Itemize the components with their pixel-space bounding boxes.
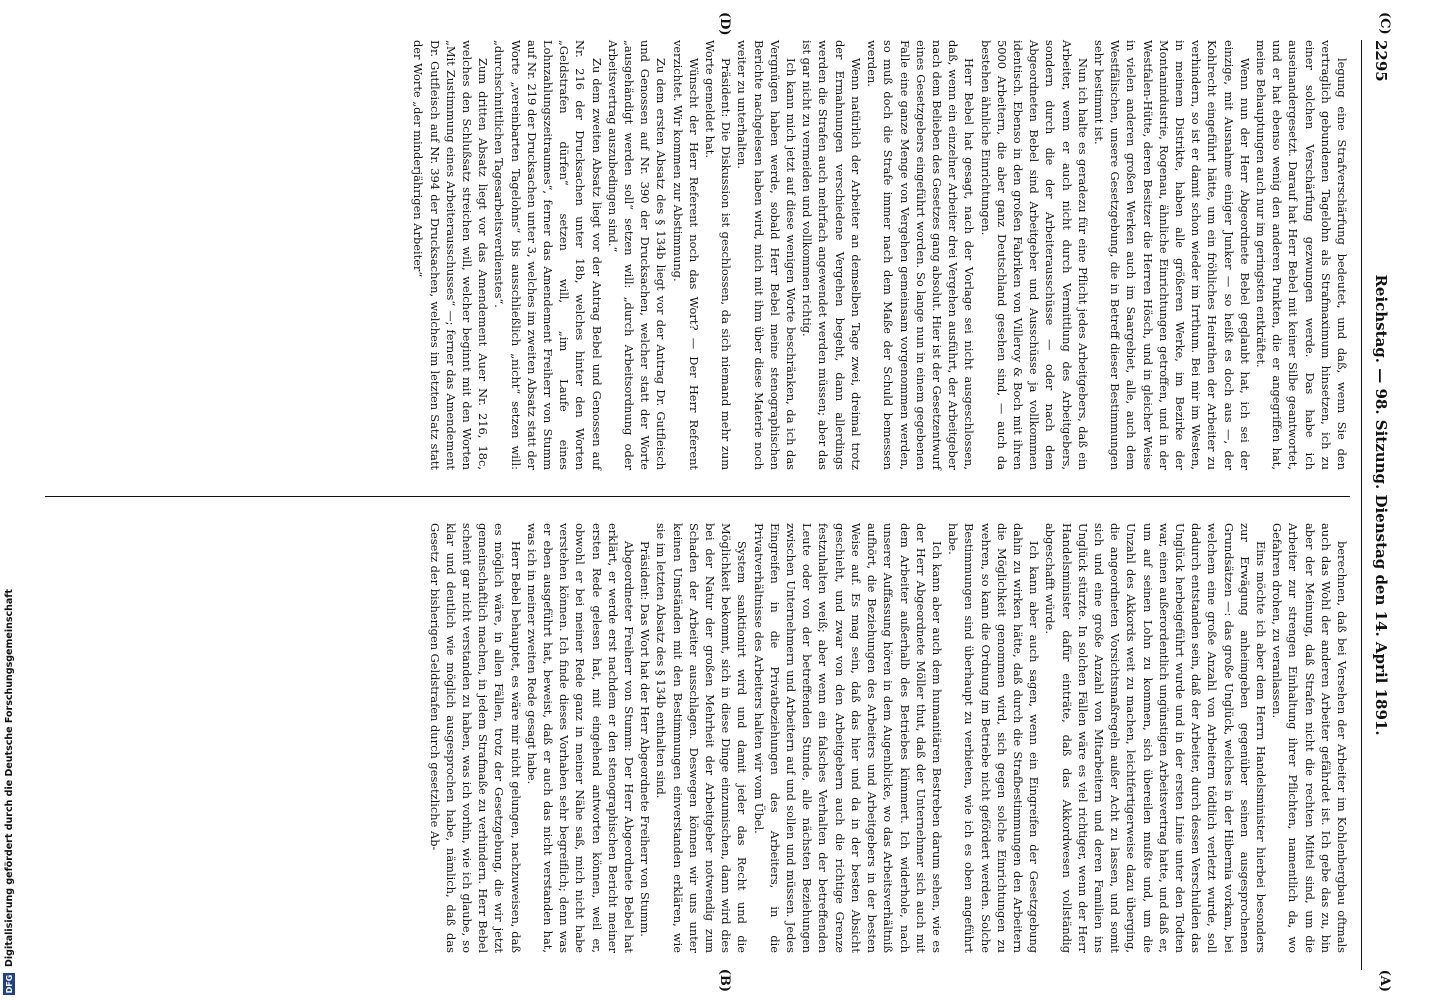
- paragraph: Zu dem zweiten Absatz liegt vor der Antrag Bebel und Genossen auf Nr. 216 der Drucksachen unter 18b, welches hinter den Worten „Geldstrafen dürfen“ setzen will, „im Laufe eines Lohnzahlungszeitraumes“, ferner das Amendement Freiherr von Stumm auf Nr. 219 der Drucksachen unter 3, welches im zweiten Absatz statt der Worte „vereinbarten Tagelohns“ bis ausschließlich „nicht“ setzen will: „durchschnittlichen Tagesarbeitsverdienstes“.: [492, 40, 604, 470]
- dfg-logo: DFG: [4, 974, 14, 994]
- left-column: [410, 40, 1350, 470]
- paragraph: Ich kann aber auch dem humanitären Bestreben darum sehen, wie es der Herr Abgeordnete Möller thut, daß der Unternehmer sich auch mit dem Arbeiter außerhalb des Betriebes kümmert. Ich widerhole, nach unserer Auffassung hören in dem Augenblicke, wo das Arbeitsverhältniß aufhört, die Beziehungen des Arbeiters und Arbeitgebers in der besten Weise auf. Es mag sein, daß das hier und da in der besten Absicht geschieht, und zwar von den Arbeitgebern auch die richtige Grenze festzuhalten weiß; aber wenn ein falsches Verhalten der betreffenden Leute oder von der betreffenden Stunde, alle nächsten Beziehungen zwischen Unternehmern und Arbeitern auf und sollen und müssen. Jedes Eingreifen in die Privatbeziehungen des Arbeiters, in die Privatverhältnisse des Arbeiters halten wir vom Übel.: [751, 523, 944, 953]
- paragraph: Zum dritten Absatz liegt vor das Amendement Auer Nr. 216, 18c, welches den Schlußsatz streichen will, welcher beginnt mit den Worten „Mit Zustimmung eines Arbeiterausschusses“ —; ferner das Amendement Dr. Gutfleisch auf Nr. 394 der Drucksachen, welches im letzten Satz statt der Worte „der minderjährigen Arbeiter“: [411, 40, 491, 470]
- paragraph: Wenn nun der Herr Abgeordnete Bebel geglaubt hat, ich sei der einzige, mit Ausnahme einiger Junker — so heißt es doch aus —, der Kohlrecht eingeführt hätte, um ein fröhliches Heirathen der Arbeiter zu verhindern, so ist er damit schon wieder im Irrthum. Bei mir im Westen, in meinem Distrikte, haben alle größeren Werke, im Bezirke der Montanindustrie, Rogenau, ähnliche Einrichtungen getroffen, und in der Westfalen-Hütte, deren Besitzer die Herren Hösch, und in gleicher Weise in vielen anderen großen Werken auch im Saargebiet, alle, auch dem Westfälischen, unsere Gesetzgebung, die in Betreff dieser Bestimmungen sehr bestimmt ist.: [1091, 40, 1252, 470]
- footer-text: Digitalisierung gefördert durch die Deutsche Forschungsgemeinschaft: [3, 589, 15, 967]
- paragraph: Ich kann aber auch sagen, wenn ein Eingreifen der Gesetzgebung dahin zu wirken hätte, daß durch die Strafbestimmungen den Arbeitern die Möglichkeit genommen wird, sich gegen solche Einrichtungen zu wehren, so kann die Ordnung im Betriebe nicht gefördert werden. Solche Bestimmungen sind überhaupt zu verbieten, wie ich es oben angeführt habe.: [946, 523, 1042, 953]
- header-rule: [1361, 40, 1362, 970]
- paragraph: Präsident: Die Diskussion ist geschlossen, da sich niemand mehr zum Worte gemeldet hat.: [703, 40, 734, 470]
- paragraph: System sanktionirt wird und damit jeder das Recht und die Möglichkeit bekommt, sich in diese Dinge einzumischen, dann wird dies bei der Natur der großen Mehrheit der Arbeitgeber notwendig zum Schaden der Arbeiter ausschlagen. Deswegen können wir uns unter keinen Umständen mit den Bestimmungen einverstanden erklären, wie sie im letzten Absatz des § 134b enthalten sind.: [654, 523, 750, 953]
- paragraph: Zu dem ersten Absatz des § 134b liegt vor der Antrag Dr. Gutfleisch und Genossen auf Nr. 390 der Drucksachen, welcher statt der Worte „ausgehändigt werden soll“ setzen will: „durch Arbeitsordnung oder Arbeitsvertrag auszubedingen sind.“: [605, 40, 669, 470]
- paragraph: Nun ich halte es geradezu für eine Pflicht jedes Arbeitgebers, daß ein Arbeiter, wenn er auch nicht durch Vermittlung des Arbeitgebers, sondern durch die der Arbeiterausschüsse — oder nach dem Abgeordneten Bebel sind Arbeitgeber und Ausschüsse ja vollkommen identisch. Ebenso in den großen Fabriken von Villeroy & Boch mit ihren 5000 Arbeitern, die aber ganz Deutschland gesehen sind, — auch da bestehen ähnliche Einrichtungen.: [978, 40, 1090, 470]
- page-number: 2295: [1372, 40, 1390, 82]
- paragraph: Eins möchte ich aber dem Herrn Handelsminister hierbei besonders zur Erwägung anheimgeben gegenüber seinen ausgesprochenen Grundsätzen —: das große Unglück, welches in der Hibernia vorkam, bei welchem eine große Anzahl von Arbeitern tödtlich verletzt wurde, soll dadurch entstanden sein, daß der Arbeiter, durch dessen Verschulden das Unglück herbeigeführt wurde und in der ersten Linie unter den Todten war, einen außerordentlich ungünstigen Arbeitsvertrag hatte, und daß er, um auf seinen Lohn zu kommen, sich übereilen mußte und, um die Unzahl des Akkords weit zu machen, leichtfertigerweise dazu überging, die angeordneten Vorsichtsmaßregeln außer Acht zu lassen, und somit sich und eine große Anzahl von Mitarbeitern und deren Familien ins Unglück stürzte. In solchen Fällen wäre es viel richtiger, wenn der Herr Handelsminister dafür einträte, daß das Akkordwesen vollständig abgeschafft würde.: [1043, 523, 1268, 953]
- paragraph: Wenn natürlich der Arbeiter an demselben Tage zwei, dreimal trotz der Ermahnungen verschiedene Vergehen begeht, dann allerdings werden die Strafen auch mehrfach angewendet werden müssen; aber das ist gar nicht zu vermeiden und vollkommen richtig.: [800, 40, 863, 470]
- paragraph: Wünscht der Herr Referent noch das Wort? — Der Herr Referent verzichtet. Wir kommen zur Abstimmung.: [670, 40, 701, 470]
- paragraph: Herr Bebel behauptet, es wäre mir nicht gelungen, nachzuweisen, daß es möglich wäre, in allen Fällen, trotz der Gesetzgebung, die wir jetzt gemeinschaftlich machen, in jedem Strafmaße zu verhindern. Herr Bebel scheint gar nicht verstanden zu haben, was ich vorhin, wie ich glaube, so klar und deutlich wie möglich ausgesprochen habe, nämlich, daß das Gesetz der bisherigen Geldstrafen durch gesetzliche Ab-: [427, 523, 523, 953]
- paragraph: legung eine Strafverschärfung bedeutet, und daß, wenn Sie den vertraglich gebundenen Tagelohn als Strafmaximum hinsetzen, ich zu einer solchen Verschärfung gezwungen werde. Das habe ich auseinandergesetzt. Darauf hat Herr Bebel mit keiner Silbe geantwortet, und er hat ebenso wenig den anderen Punkten, die er angegriffen hat, meine Behauptungen auch nur im geringsten entkräftet.: [1253, 40, 1349, 470]
- margin-letter-d: (D): [717, 12, 732, 36]
- paragraph: Herr Bebel hat gesagt, nach der Vorlage sei nicht ausgeschlossen, daß, wenn ein einzelner Arbeiter drei Vergehen ausführt, der Arbeitgeber nach dem Belieben des Gesetzes gang absolut. Hier ist der Gesetzentwurf eines Gesetzgebers eingeführt worden. So lange nun in einem gegebenen Falle eine ganze Menge von Vergehen gemeinsam vorgenommen werden, so muß doch die Strafe immer nach dem Maße der Schuld bemessen werden.: [865, 40, 977, 470]
- paragraph: Abgeordneter Freiherr von Stumm: Der Herr Abgeordnete Bebel hat erklärt, er werde erst nachdem er den stenographischen Bericht meiner ersten Rede gelesen hat, mit eingehend antworten können, weil er, obwohl er bei meiner Rede ganz in meiner Nähe saß, mich nicht habe verstehen können. Ich finde dieses Vorhaben sehr begreiflich; denn was er eben ausgeführt hat, beweist, daß er auch das nicht verstanden hat, was ich in meiner zweiten Rede gesagt habe.: [524, 523, 637, 953]
- paragraph: Präsident: Das Wort hat der Herr Abgeordnete Freiherr von Stumm.: [638, 541, 653, 937]
- paragraph: Ich kann mich jetzt auf diese wenigen Worte beschränken, da ich das Vergnügen haben werde, sobald Herr Bebel meine stenographischen Berichte nachgelesen haben wird, mich mit ihm über diese Materie noch weiter zu unterhalten.: [735, 40, 799, 470]
- running-title: Reichstag. — 98. Sitzung. Dienstag den 14. April 1891.: [1372, 274, 1390, 736]
- margin-letter-c: (C): [1377, 12, 1392, 35]
- column-divider: [45, 496, 1350, 497]
- paragraph: berechnen, daß bei Versehen der Arbeiter im Kohlenbergbau oftmals auch das Wohl der anderen Arbeiter gefährdet ist. Ich gebe das zu, bin aber der Meinung, daß Strafen nicht die rechten Mittel sind, um die Arbeiter zur strengen Einhaltung ihrer Pflichten, namentlich da, wo Gefahren drohen, zu veranlassen.: [1270, 523, 1349, 953]
- margin-letter-a: (A): [1377, 969, 1392, 992]
- right-column: [426, 523, 1350, 953]
- margin-letter-b: (B): [717, 968, 732, 992]
- digitization-footer: [3, 589, 15, 995]
- page-header: [1362, 40, 1392, 970]
